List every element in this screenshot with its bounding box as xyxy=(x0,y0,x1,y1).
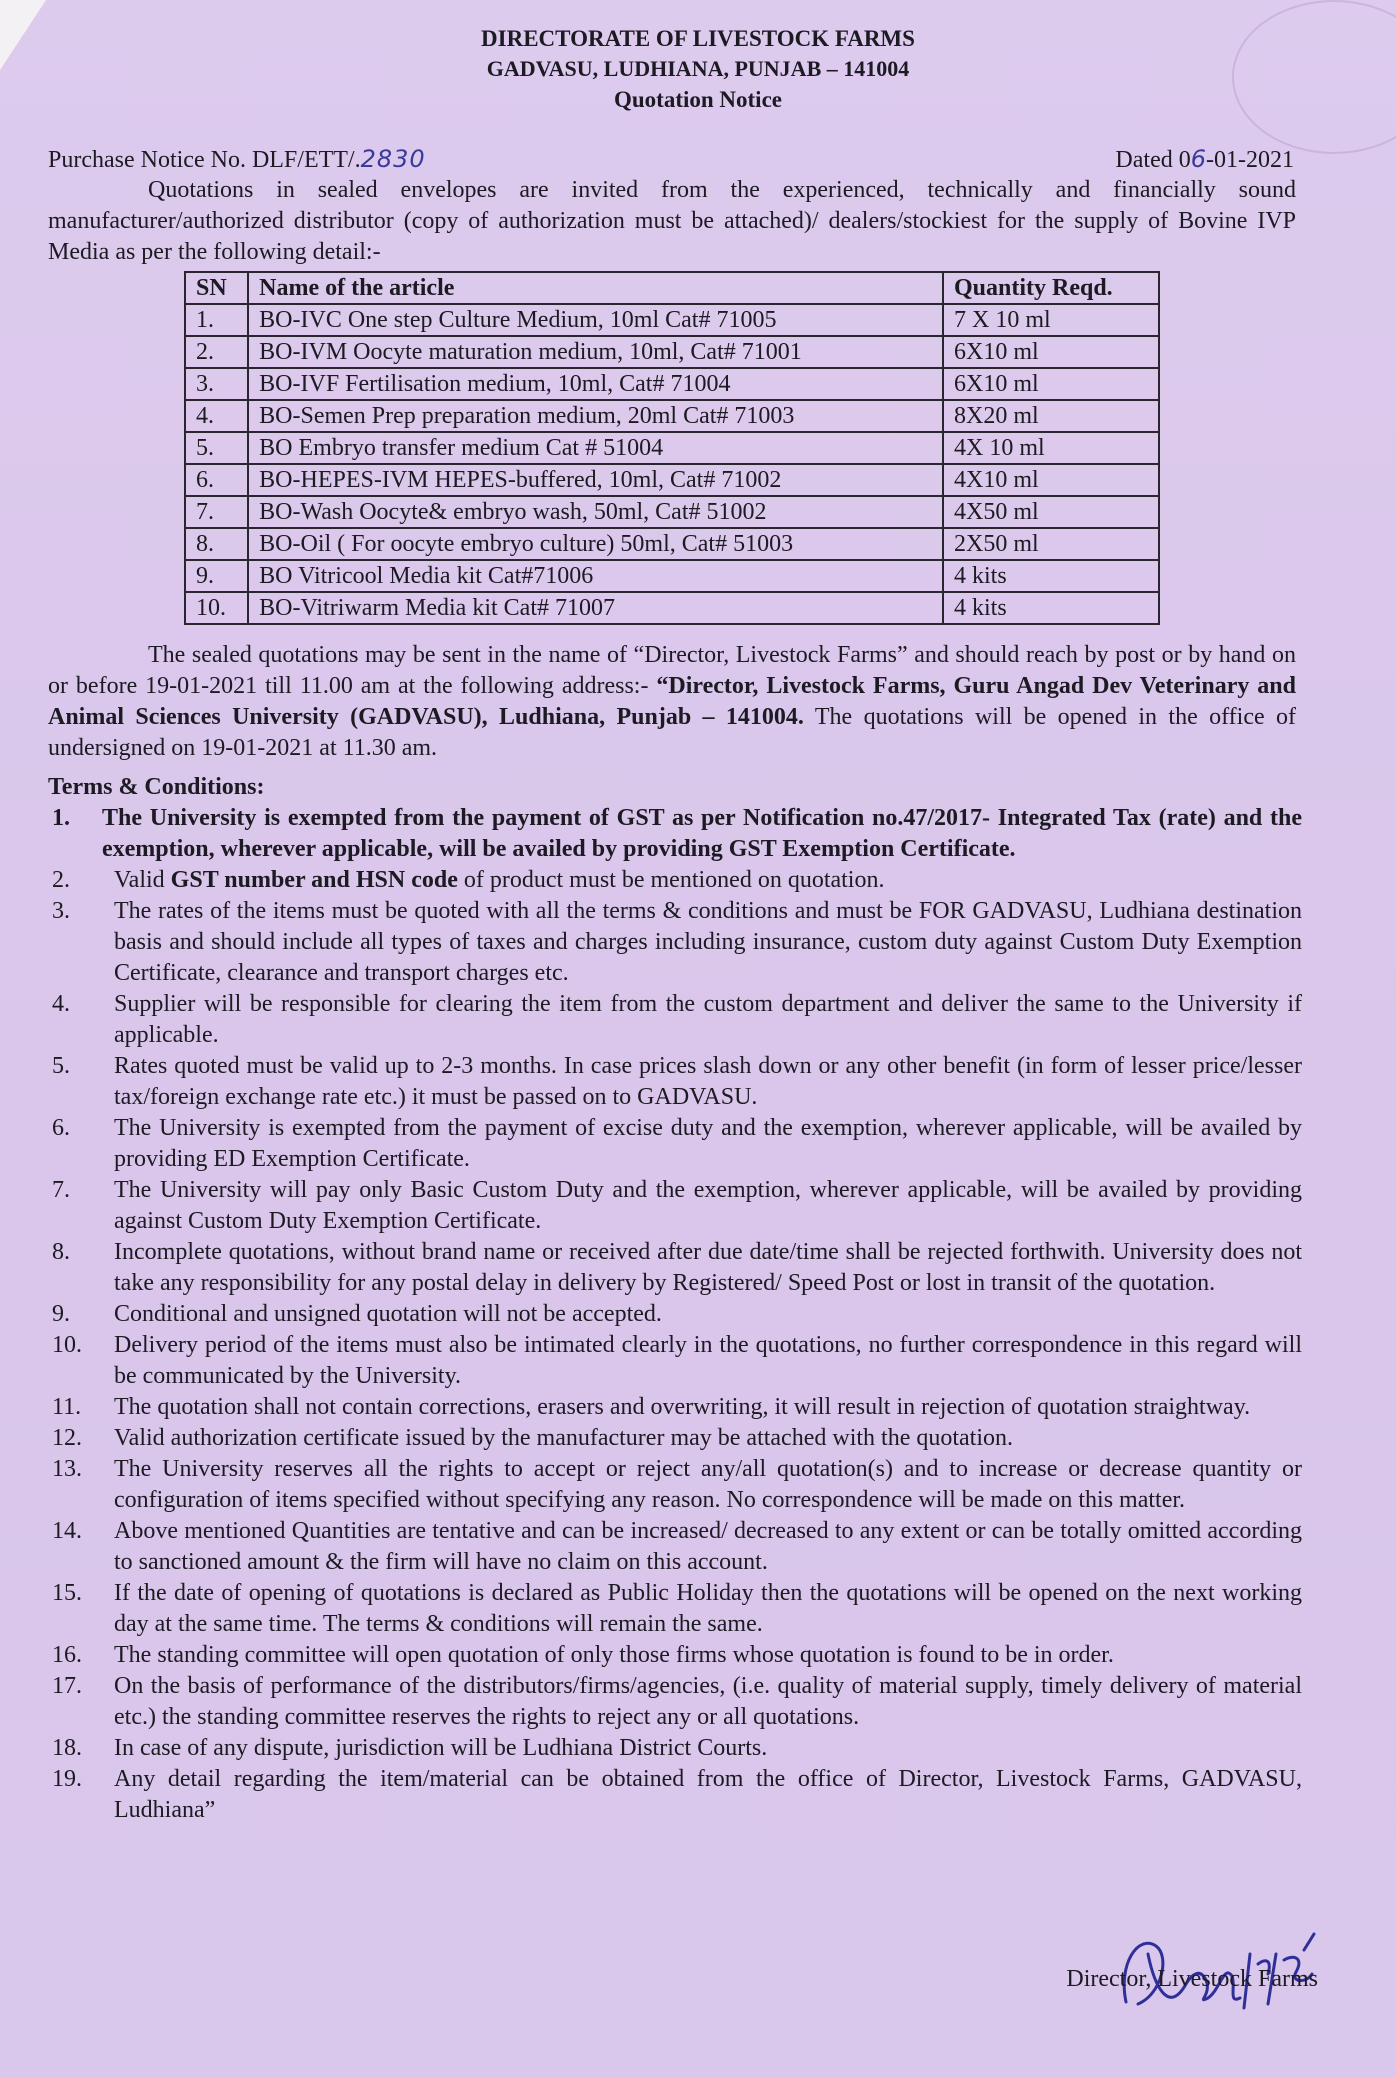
term-text: The University is exempted from the payment of excise duty and the exemption, wherever applicable, will be availed by providing ED Exemption Certificate. xyxy=(114,1115,1302,1172)
term-text: In case of any dispute, jurisdiction will be Ludhiana District Courts. xyxy=(114,1735,768,1761)
column-header-sn: SN xyxy=(185,272,248,304)
term-item xyxy=(48,989,1302,1051)
table-row xyxy=(185,560,1159,592)
term-number: 12. xyxy=(52,1425,82,1451)
term-text: If the date of opening of quotations is declared as Public Holiday then the quotations will be opened on the next working day at the same time. The terms & conditions will remain the same. xyxy=(114,1580,1302,1637)
sn-cell: 2. xyxy=(185,336,248,368)
sn-cell: 5. xyxy=(185,432,248,464)
submission-address: “Director, Livestock Farms, Guru Angad Dev Veterinary and Animal Sciences University (GADVASU), Ludhiana, Punjab – 141004. xyxy=(48,673,1296,730)
term-text: The standing committee will open quotation of only those firms whose quotation is found to be in order. xyxy=(114,1642,1114,1668)
notice-date xyxy=(1115,142,1294,177)
term-text: Conditional and unsigned quotation will not be accepted. xyxy=(114,1301,662,1327)
term-text: Valid authorization certificate issued by the manufacturer may be attached with the quotation. xyxy=(114,1425,1014,1451)
quantity-cell: 2X50 ml xyxy=(943,528,1159,560)
quantity-cell: 4X10 ml xyxy=(943,464,1159,496)
term-text: The quotation shall not contain corrections, erasers and overwriting, it will result in rejection of quotation straightway. xyxy=(114,1394,1251,1420)
term-number: 7. xyxy=(52,1177,70,1203)
quantity-cell: 4 kits xyxy=(943,592,1159,624)
term-item xyxy=(48,803,1302,865)
article-cell: BO-HEPES-IVM HEPES-buffered, 10ml, Cat# 71002 xyxy=(248,464,943,496)
sn-cell: 4. xyxy=(185,400,248,432)
term-number: 16. xyxy=(52,1642,82,1668)
terms-list xyxy=(48,803,1302,1826)
term-text: On the basis of performance of the distributors/firms/agencies, (i.e. quality of material supply, timely delivery of material etc.) the standing committee reserves the rights to reject any or all quotations. xyxy=(114,1673,1302,1730)
article-cell: BO-Oil ( For oocyte embryo culture) 50ml, Cat# 51003 xyxy=(248,528,943,560)
article-cell: BO-Vitriwarm Media kit Cat# 71007 xyxy=(248,592,943,624)
term-text: The University reserves all the rights to accept or reject any/all quotation(s) and to increase or decrease quantity or configuration of items specified without specifying any reason. No correspondence will be made on this matter. xyxy=(114,1456,1302,1513)
sn-cell: 6. xyxy=(185,464,248,496)
term-number: 13. xyxy=(52,1456,82,1482)
term-text: The University is exempted from the payment of GST as per Notification no.47/2017- Integrated Tax (rate) and the exemption, wherever applicable, will be availed by providing GST Exemption Certificate. xyxy=(102,805,1302,862)
submission-paragraph xyxy=(48,640,1296,764)
items-table xyxy=(184,271,1160,625)
table-row xyxy=(185,464,1159,496)
term-number: 14. xyxy=(52,1518,82,1544)
term-number: 5. xyxy=(52,1053,70,1079)
header-address: GADVASU, LUDHIANA, PUNJAB – 141004 xyxy=(486,56,910,81)
header-directorate: DIRECTORATE OF LIVESTOCK FARMS xyxy=(481,26,915,51)
term-number: 4. xyxy=(52,991,70,1017)
term-number: 18. xyxy=(52,1735,82,1761)
term-number: 2. xyxy=(52,867,70,893)
term-item xyxy=(48,1330,1302,1392)
term-number: 11. xyxy=(52,1394,82,1420)
term-item xyxy=(48,1237,1302,1299)
date-suffix: -01-2021 xyxy=(1206,147,1294,173)
term-text: Rates quoted must be valid up to 2-3 months. In case prices slash down or any other benefit (in form of lesser price/lesser tax/foreign exchange rate etc.) it must be passed on to GADVASU. xyxy=(114,1053,1302,1110)
term-number: 1. xyxy=(52,805,70,831)
term-item xyxy=(48,896,1302,989)
term-text: Valid xyxy=(114,867,171,893)
table-row xyxy=(185,336,1159,368)
quantity-cell: 7 X 10 ml xyxy=(943,304,1159,336)
term-item xyxy=(48,1578,1302,1640)
term-item xyxy=(48,1423,1302,1454)
quantity-cell: 4X 10 ml xyxy=(943,432,1159,464)
sn-cell: 1. xyxy=(185,304,248,336)
sn-cell: 7. xyxy=(185,496,248,528)
article-cell: BO Vitricool Media kit Cat#71006 xyxy=(248,560,943,592)
term-item xyxy=(48,1671,1302,1733)
term-text-bold: GST number and HSN code xyxy=(170,867,458,893)
purchase-notice-number xyxy=(48,142,426,177)
term-number: 10. xyxy=(52,1332,82,1358)
term-number: 8. xyxy=(52,1239,70,1265)
quantity-cell: 6X10 ml xyxy=(943,368,1159,400)
sn-cell: 9. xyxy=(185,560,248,592)
term-item xyxy=(48,1733,1302,1764)
term-number: 9. xyxy=(52,1301,70,1327)
term-item xyxy=(48,1051,1302,1113)
sn-cell: 3. xyxy=(185,368,248,400)
term-number: 15. xyxy=(52,1580,82,1606)
opening-text: The quotations will be opened in the office of undersigned on 19-01-2021 at 11.30 am. xyxy=(48,704,1296,761)
table-row xyxy=(185,368,1159,400)
term-item xyxy=(48,1516,1302,1578)
document-header xyxy=(0,24,1396,116)
term-number: 19. xyxy=(52,1766,82,1792)
table-row xyxy=(185,592,1159,624)
term-text: Supplier will be responsible for clearing the item from the custom department and deliver the same to the University if applicable. xyxy=(114,991,1302,1048)
term-item xyxy=(48,1299,1302,1330)
purchase-notice-label: Purchase Notice No. DLF/ETT/. xyxy=(48,147,361,173)
term-item xyxy=(48,1764,1302,1826)
term-text: The University will pay only Basic Custom Duty and the exemption, wherever applicable, will be availed by providing against Custom Duty Exemption Certificate. xyxy=(114,1177,1302,1234)
article-cell: BO-Semen Prep preparation medium, 20ml Cat# 71003 xyxy=(248,400,943,432)
quantity-cell: 4X50 ml xyxy=(943,496,1159,528)
term-text: Delivery period of the items must also be intimated clearly in the quotations, no further correspondence in this regard will be communicated by the University. xyxy=(114,1332,1302,1389)
column-header-article: Name of the article xyxy=(248,272,943,304)
term-item xyxy=(48,865,1302,896)
term-item xyxy=(48,1640,1302,1671)
terms-heading: Terms & Conditions: xyxy=(48,774,265,800)
table-row xyxy=(185,528,1159,560)
article-cell: BO-IVM Oocyte maturation medium, 10ml, Cat# 71001 xyxy=(248,336,943,368)
term-item xyxy=(48,1392,1302,1423)
term-item xyxy=(48,1113,1302,1175)
term-text: The rates of the items must be quoted with all the terms & conditions and must be FOR GADVASU, Ludhiana destination basis and should include all types of taxes and charges including insurance, custom duty against Custom Duty Exemption Certificate, clearance and transport charges etc. xyxy=(114,898,1302,986)
table-row xyxy=(185,496,1159,528)
quantity-cell: 6X10 ml xyxy=(943,336,1159,368)
date-label: Dated 0 xyxy=(1115,147,1191,173)
signatory-title: Director, Livestock Farms xyxy=(1066,1966,1318,1992)
term-item xyxy=(48,1454,1302,1516)
term-item xyxy=(48,1175,1302,1237)
intro-paragraph: Quotations in sealed envelopes are invited from the experienced, technically and financially sound manufacturer/authorized distributor (copy of authorization must be attached)/ dealers/stockiest for the supply of Bovine IVP Media as per the following detail:- xyxy=(48,177,1296,265)
table-header-row xyxy=(185,272,1159,304)
quantity-cell: 8X20 ml xyxy=(943,400,1159,432)
submission-text: The sealed quotations may be sent in the name of “Director, Livestock Farms” and should reach by post or by hand on or before 19-01-2021 till 11.00 am at the following address:- xyxy=(48,642,1296,699)
sn-cell: 8. xyxy=(185,528,248,560)
table-row xyxy=(185,304,1159,336)
term-number: 17. xyxy=(52,1673,82,1699)
article-cell: BO-IVF Fertilisation medium, 10ml, Cat# 71004 xyxy=(248,368,943,400)
term-text: of product must be mentioned on quotation. xyxy=(457,867,885,893)
term-text: Incomplete quotations, without brand name or received after due date/time shall be rejected forthwith. University does not take any responsibility for any postal delay in delivery by Registered/ Speed Post or lost in transit of the quotation. xyxy=(114,1239,1302,1296)
handwritten-notice-number: 2830 xyxy=(360,145,426,173)
article-cell: BO-Wash Oocyte& embryo wash, 50ml, Cat# 51002 xyxy=(248,496,943,528)
article-cell: BO-IVC One step Culture Medium, 10ml Cat# 71005 xyxy=(248,304,943,336)
header-title: Quotation Notice xyxy=(613,87,782,112)
quantity-cell: 4 kits xyxy=(943,560,1159,592)
notice-number-row xyxy=(48,142,1294,176)
column-header-quantity: Quantity Reqd. xyxy=(943,272,1159,304)
table-row xyxy=(185,432,1159,464)
sn-cell: 10. xyxy=(185,592,248,624)
term-number: 6. xyxy=(52,1115,70,1141)
table-row xyxy=(185,400,1159,432)
term-number: 3. xyxy=(52,898,70,924)
term-text: Any detail regarding the item/material can be obtained from the office of Director, Livestock Farms, GADVASU, Ludhiana” xyxy=(114,1766,1302,1823)
handwritten-date-digit: 6 xyxy=(1190,145,1207,173)
term-text: Above mentioned Quantities are tentative and can be increased/ decreased to any extent or can be totally omitted according to sanctioned amount & the firm will have no claim on this account. xyxy=(114,1518,1302,1575)
article-cell: BO Embryo transfer medium Cat # 51004 xyxy=(248,432,943,464)
